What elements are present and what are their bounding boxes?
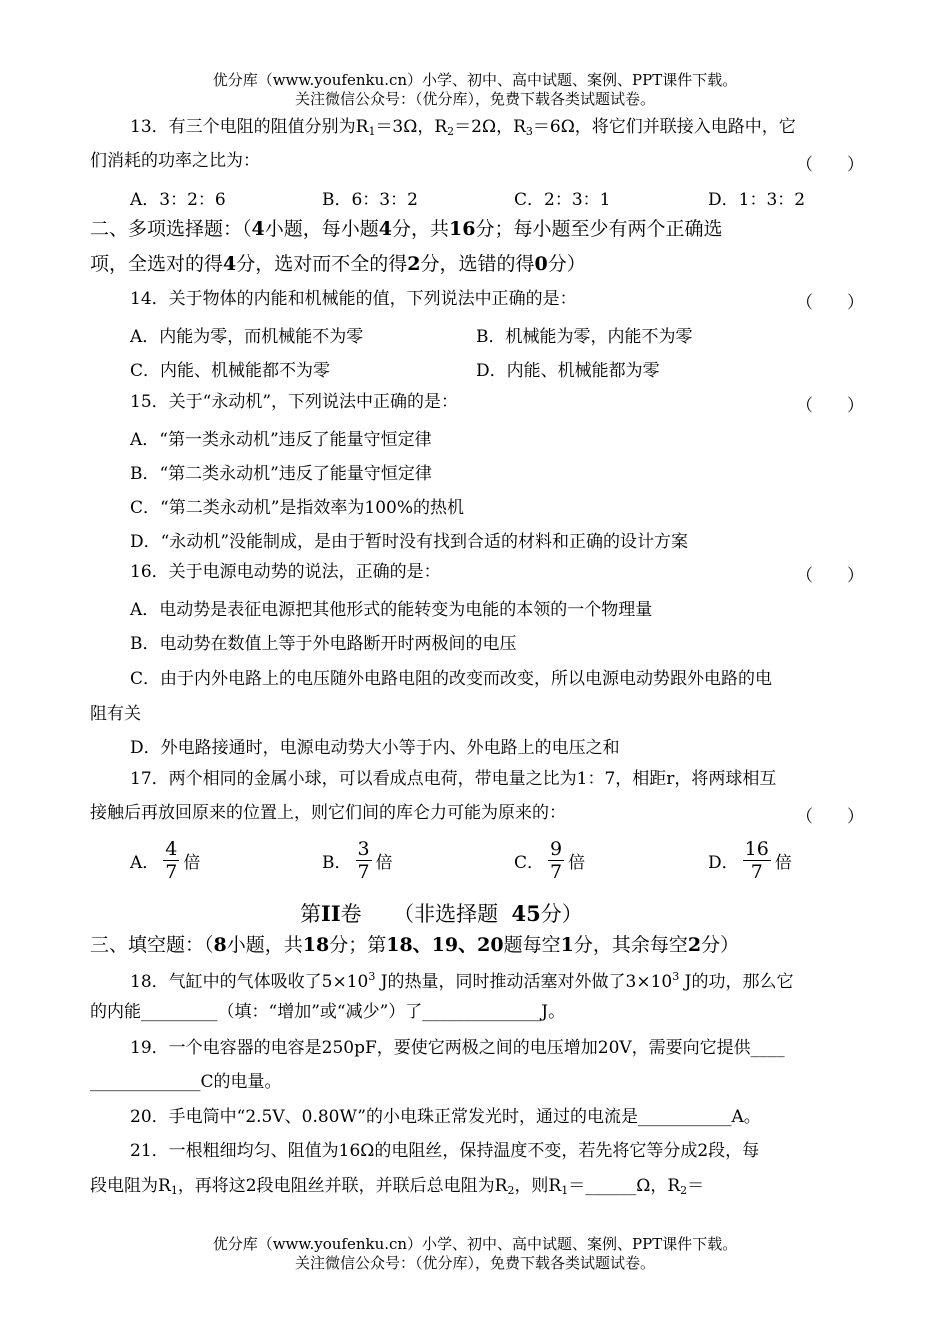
q16-option-d: D．外电路接通时，电源电动势大小等于内、外电路上的电压之和: [130, 738, 620, 758]
bold-number: 1: [560, 934, 574, 956]
subscript: 2: [680, 1184, 688, 1197]
text: ＝: [687, 1176, 705, 1196]
numerator: 16: [744, 838, 769, 860]
q15-option-a: A．“第一类永动机”违反了能量守恒定律: [130, 430, 432, 450]
text: J的热量，同时推动活塞对外做了3×10: [375, 972, 673, 992]
option-label: D．: [708, 853, 739, 873]
q18-line-2: 的内能_________（填：“增加”或“减少”）了______________J。: [90, 1002, 566, 1022]
q17-option-c: [514, 838, 585, 883]
text: 项，全选对的得: [90, 253, 224, 275]
q14-option-c: C．内能、机械能都不为零: [130, 361, 331, 381]
text: ＝3Ω，R: [375, 117, 448, 137]
q16-option-b: B．电动势在数值上等于外电路断开时两极间的电压: [130, 634, 517, 654]
q14-stem: 14．关于物体的内能和机械能的值，下列说法中正确的是：: [130, 289, 577, 309]
text: 分，选错的得: [420, 253, 535, 275]
fraction: [548, 838, 564, 883]
bold-number: 0: [534, 253, 548, 275]
text: ＝2Ω，R: [454, 117, 526, 137]
q13-option-c: C．2：3：1: [514, 190, 611, 210]
subscript: 1: [170, 1184, 178, 1197]
text: 分；每小题至少有两个正确选: [475, 218, 723, 240]
superscript: 3: [368, 970, 376, 983]
q15-option-b: B．“第二类永动机”违反了能量守恒定律: [130, 464, 432, 484]
fraction: [163, 838, 179, 883]
text: 小题，每小题: [264, 218, 379, 240]
q21-line-1: 21．一根粗细均匀、阻值为16Ω的电阻丝，保持温度不变，若先将它等分成2段，每: [130, 1141, 760, 1161]
header-line-2: 关注微信公众号：（优分库），免费下载各类试题试卷。: [294, 90, 655, 108]
subscript: 1: [561, 1184, 569, 1197]
text: 分）: [547, 253, 586, 275]
header-line-1: 优分库（www.youfenku.cn）小学、初中、高中试题、案例、PPT课件下载。: [212, 71, 738, 89]
unit: 倍: [568, 853, 586, 873]
text: ，再将这2段电阻丝并联，并联后总电阻为R: [177, 1176, 508, 1196]
numerator: 3: [357, 838, 370, 860]
option-label: A．: [130, 853, 160, 873]
text: ＝6Ω，将它们并联接入电路中，它: [532, 117, 796, 137]
denominator: 7: [357, 861, 370, 883]
option-label: C．: [514, 853, 545, 873]
text: 18．气缸中的气体吸收了5×10: [130, 972, 369, 992]
q14-option-a: A．内能为零，而机械能不为零: [130, 327, 364, 347]
fraction: [743, 838, 771, 883]
text: 13．有三个电阻的阻值分别为R: [130, 117, 369, 137]
q20-line-1: 20．手电筒中“2.5V、0.80W”的小电珠正常发光时，通过的电流是___________A。: [130, 1107, 761, 1127]
option-label: B．: [322, 853, 352, 873]
subscript: 2: [447, 125, 455, 138]
text: 第: [300, 902, 321, 926]
text: ，则R: [514, 1176, 562, 1196]
bold-number: 4: [251, 218, 265, 240]
q14-answer-bracket: （ ）: [796, 293, 864, 313]
subscript: 3: [525, 125, 533, 138]
text: ＝______Ω，R: [568, 1176, 681, 1196]
denominator: 7: [165, 861, 178, 883]
q15-answer-bracket: （ ）: [796, 396, 864, 416]
q16-option-a: A．电动势是表征电源把其他形式的能转变为电能的本领的一个物理量: [130, 600, 653, 620]
subscript: 2: [507, 1184, 515, 1197]
text: 分，选对而不全的得: [236, 253, 408, 275]
superscript: 3: [672, 970, 680, 983]
text: 分）: [540, 902, 583, 926]
q13-option-d: D．1：3：2: [708, 190, 806, 210]
bold-number: 2: [407, 253, 421, 275]
section-2-heading-line-1: [90, 216, 722, 242]
q17-option-a: [130, 838, 200, 883]
q17-option-d: [708, 838, 792, 883]
bold-number: 18: [302, 934, 330, 956]
page-footer: [0, 1235, 950, 1273]
bold-number: 45: [511, 901, 541, 926]
q19-line-2: _____________C的电量。: [90, 1072, 282, 1092]
q17-option-b: [322, 838, 393, 883]
q19-line-1: 19．一个电容器的电容是250pF，要使它两极之间的电压增加20V，需要向它提供____: [130, 1038, 785, 1058]
bold-text: II: [321, 901, 341, 926]
footer-line-2: 关注微信公众号：（优分库），免费下载各类试题试卷。: [294, 1254, 655, 1272]
q21-line-2: [90, 1175, 704, 1202]
text: J的功，那么它: [679, 972, 794, 992]
q16-option-c-line-1: C．由于内外电路上的电压随外电路电阻的改变而改变，所以电源电动势跟外电路的电: [130, 669, 773, 689]
section-2-heading-line-2: [90, 251, 586, 277]
q14-option-b: B．机械能为零，内能不为零: [476, 327, 693, 347]
text: 题每空: [503, 934, 561, 956]
bold-number: 4: [223, 253, 237, 275]
page-header: [0, 71, 950, 109]
q16-stem: 16．关于电源电动势的说法，正确的是：: [130, 562, 441, 582]
footer-line-1: 优分库（www.youfenku.cn）小学、初中、高中试题、案例、PPT课件下载。: [212, 1235, 738, 1253]
q15-stem: 15．关于“永动机”，下列说法中正确的是：: [130, 392, 459, 412]
text: 二、多项选择题：（: [90, 218, 252, 240]
unit: 倍: [375, 853, 393, 873]
q17-line-1: 17．两个相同的金属小球，可以看成点电荷，带电量之比为1：7，相距r，将两球相互: [130, 769, 777, 789]
text: 分；第: [329, 934, 387, 956]
part-2-title: [300, 898, 583, 928]
bold-number: 16: [449, 218, 476, 240]
q17-line-2: 接触后再放回原来的位置上，则它们间的库仑力可能为原来的：: [90, 803, 566, 823]
numerator: 9: [550, 838, 563, 860]
denominator: 7: [550, 861, 563, 883]
section-3-heading: [90, 932, 739, 958]
q13-line-2: 们消耗的功率之比为：: [90, 151, 260, 171]
text: 小题，共: [226, 934, 303, 956]
q16-answer-bracket: （ ）: [796, 566, 864, 586]
bold-number: 2: [687, 934, 702, 956]
q13-option-a: A．3：2：6: [130, 190, 226, 210]
text: 三、填空题：（: [90, 934, 214, 956]
q15-option-d: D．“永动机”没能制成，是由于暂时没有找到合适的材料和正确的设计方案: [130, 532, 689, 552]
unit: 倍: [774, 853, 792, 873]
bold-number: 8: [213, 934, 227, 956]
q15-option-c: C．“第二类永动机”是指效率为100%的热机: [130, 498, 464, 518]
numerator: 4: [165, 838, 178, 860]
subscript: 1: [368, 125, 376, 138]
q18-line-1: [130, 966, 793, 993]
fraction: [356, 838, 372, 883]
text: 分）: [701, 934, 740, 956]
text: 段电阻为R: [90, 1176, 171, 1196]
unit: 倍: [183, 853, 201, 873]
q13-line-1: [130, 116, 796, 143]
text: 分，共: [392, 218, 450, 240]
bold-number: 4: [378, 218, 392, 240]
text: 卷 （非选择题: [340, 902, 499, 926]
q14-option-d: D．内能、机械能都为零: [476, 361, 660, 381]
text: 分，其余每空: [573, 934, 688, 956]
bold-number: 18、19、20: [386, 934, 504, 956]
q16-option-c-line-2: 阻有关: [90, 704, 141, 724]
q13-option-b: B．6：3：2: [322, 190, 418, 210]
denominator: 7: [750, 861, 763, 883]
q17-answer-bracket: （ ）: [796, 807, 864, 827]
q13-answer-bracket: （ ）: [796, 155, 864, 175]
